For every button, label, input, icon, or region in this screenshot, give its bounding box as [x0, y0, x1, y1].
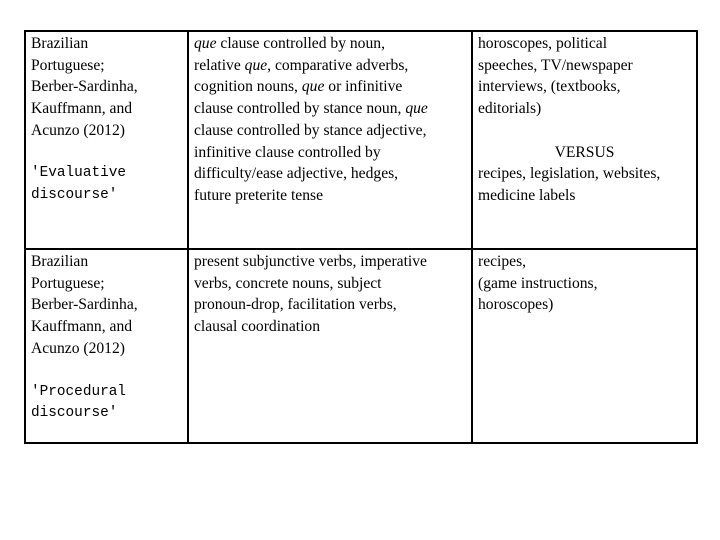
feature-line: present subjunctive verbs, imperative — [194, 253, 427, 270]
source-line: Brazilian — [31, 35, 89, 52]
feature-line: pronoun-drop, facilitation verbs, — [194, 296, 397, 314]
features-cell — [188, 31, 472, 249]
discourse-label: 'Procedural — [31, 383, 126, 400]
comparison-table — [24, 30, 698, 444]
source-line: Acunzo (2012) — [31, 339, 125, 357]
source-line: Kauffmann, and — [31, 100, 133, 118]
register-line: horoscopes, political — [478, 35, 608, 52]
source-line: Berber-Sardinha, — [31, 78, 138, 96]
feature-line: clause controlled by stance noun, que — [194, 100, 428, 118]
feature-line: infinitive clause controlled by — [194, 143, 381, 161]
register-line: (game instructions, — [478, 274, 598, 292]
source-line: Berber-Sardinha, — [31, 296, 138, 314]
register-line: medicine labels — [478, 186, 576, 204]
feature-line: verbs, concrete nouns, subject — [194, 274, 382, 292]
feature-line: future preterite tense — [194, 186, 324, 204]
feature-line: clausal coordination — [194, 318, 321, 336]
table-row — [25, 31, 697, 249]
feature-line: que clause controlled by noun, — [194, 35, 385, 52]
feature-line: relative que, comparative adverbs, — [194, 56, 409, 74]
feature-line: difficulty/ease adjective, hedges, — [194, 165, 399, 183]
source-line: Portuguese; — [31, 274, 105, 292]
register-line: recipes, legislation, websites, — [478, 165, 661, 183]
source-cell — [25, 249, 188, 443]
registers-cell — [472, 249, 697, 443]
discourse-label: discourse' — [31, 186, 118, 203]
registers-cell — [472, 31, 697, 249]
table-row — [25, 249, 697, 443]
register-line: speeches, TV/newspaper — [478, 56, 633, 74]
discourse-label: discourse' — [31, 405, 118, 422]
source-line: Portuguese; — [31, 56, 105, 74]
register-line: interviews, (textbooks, — [478, 78, 621, 96]
source-line: Kauffmann, and — [31, 318, 133, 336]
source-cell — [25, 31, 188, 249]
feature-line: cognition nouns, que or infinitive — [194, 78, 403, 96]
features-cell — [188, 249, 472, 443]
versus-label: VERSUS — [554, 143, 615, 161]
discourse-label: 'Evaluative — [31, 165, 126, 182]
register-line: recipes, — [478, 253, 527, 270]
register-line: editorials) — [478, 100, 542, 118]
register-line: horoscopes) — [478, 296, 554, 314]
source-line: Brazilian — [31, 253, 89, 270]
feature-line: clause controlled by stance adjective, — [194, 121, 427, 139]
source-line: Acunzo (2012) — [31, 121, 125, 139]
